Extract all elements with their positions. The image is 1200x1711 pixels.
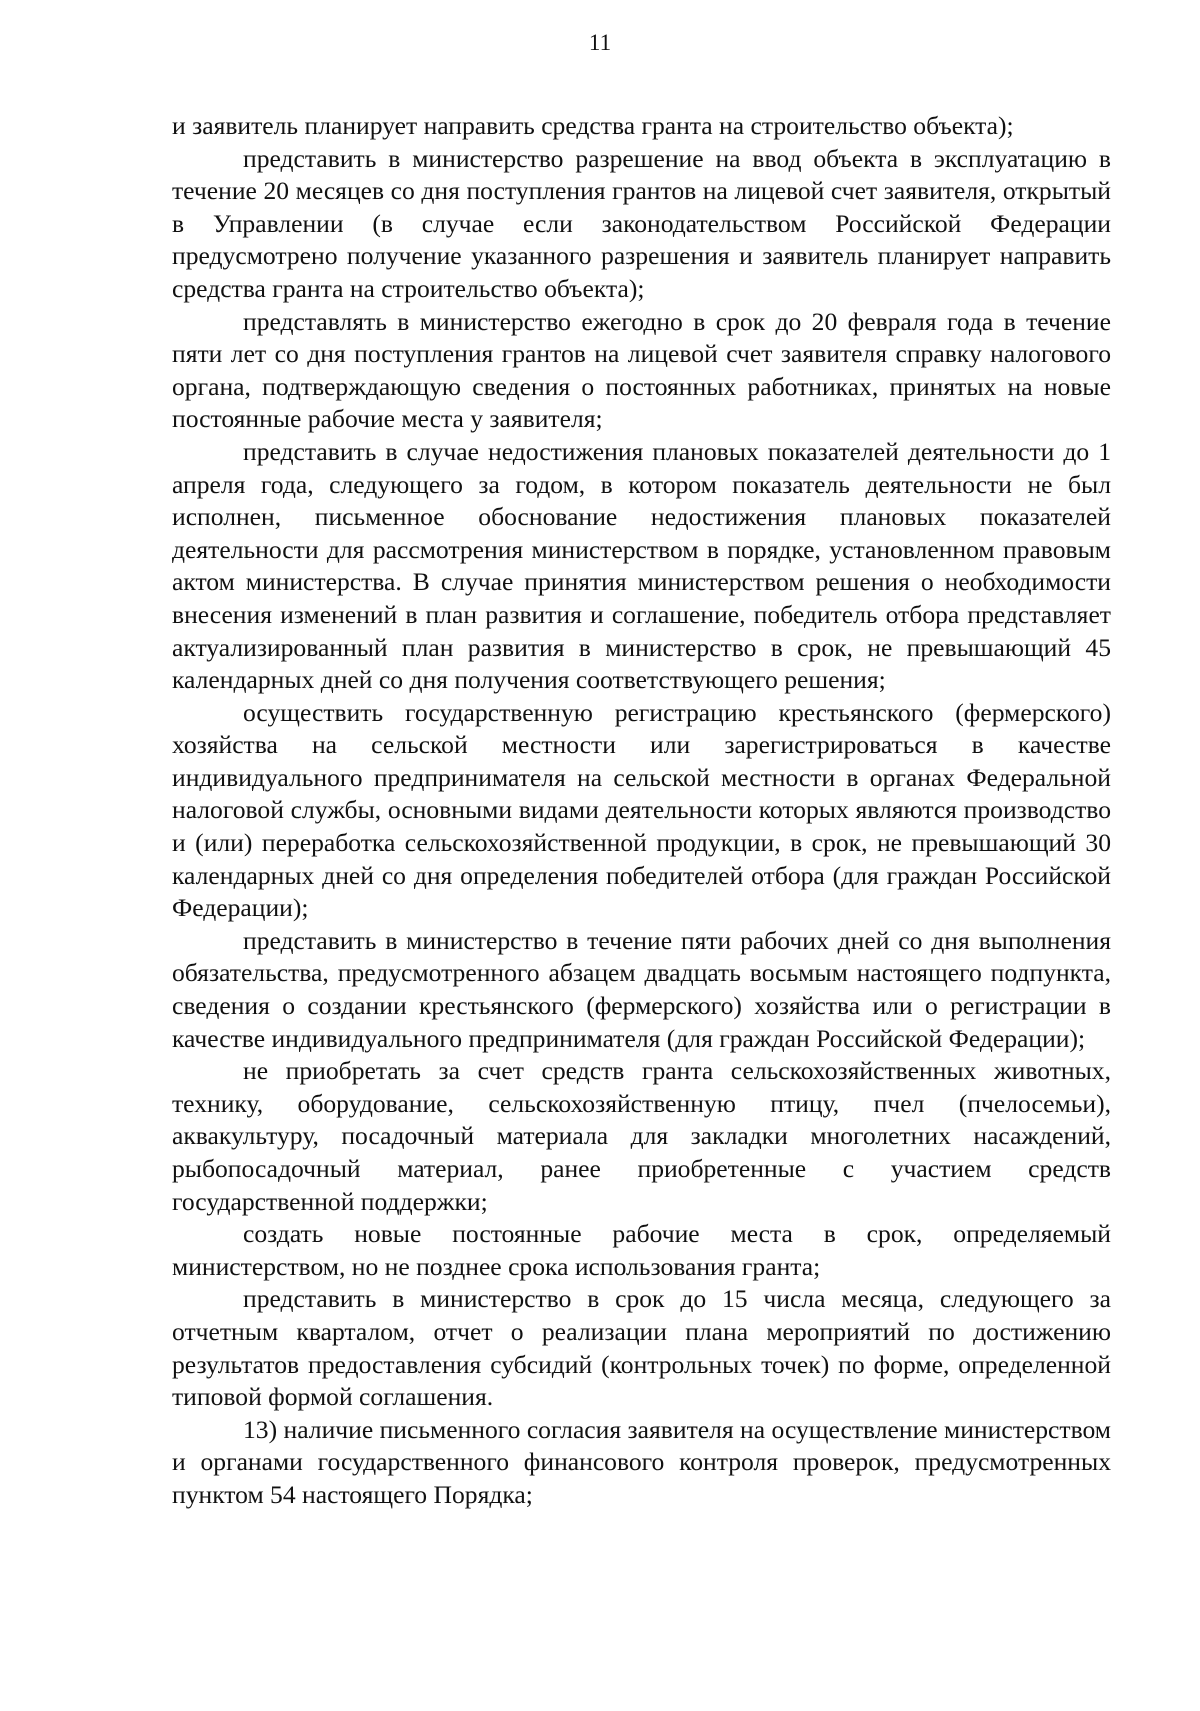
paragraph-1-continuation: и заявитель планирует направить средства гранта на строительство объекта);	[172, 111, 1014, 140]
paragraph-2: представить в министерство разрешение на ввод объекта в эксплуатацию в течение 20 месяцев со дня поступления грантов на лицевой счет заявителя, открытый в Управлении (в случае если законодательством Российской Федерации предусмотрено получение указанного разрешения и заявитель планирует направить средства гранта на строительство объекта);	[172, 143, 1111, 303]
paragraph-8: создать новые постоянные рабочие места в срок, определяемый министерством, но не позднее срока использования гранта;	[172, 1219, 1111, 1281]
paragraph-3: представлять в министерство ежегодно в срок до 20 февраля года в течение пяти лет со дня поступления грантов на лицевой счет заявителя справку налогового органа, подтверждающую сведения о постоянных работниках, принятых на новые постоянные рабочие места у заявителя;	[172, 306, 1111, 434]
document-body	[172, 110, 1111, 1512]
page-number: 11	[588, 30, 612, 55]
paragraph-9: представить в министерство в срок до 15 числа месяца, следующего за отчетным кварталом, отчет о реализации плана мероприятий по достижению результатов предоставления субсидий (контрольных точек) по форме, определенной типовой формой соглашения.	[172, 1284, 1111, 1412]
paragraph-4: представить в случае недостижения плановых показателей деятельности до 1 апреля года, следующего за годом, в котором показатель деятельности не был исполнен, письменное обоснование недостижения плановых показателей деятельности для рассмотрения министерством в порядке, установленном правовым актом министерства. В случае принятия министерством решения о необходимости внесения изменений в план развития и соглашение, победитель отбора представляет актуализированный план развития в министерство в срок, не превышающий 45 календарных дней со дня получения соответствующего решения;	[172, 436, 1111, 695]
paragraph-6: представить в министерство в течение пяти рабочих дней со дня выполнения обязательства, предусмотренного абзацем двадцать восьмым настоящего подпункта, сведения о создании крестьянского (фермерского) хозяйства или о регистрации в качестве индивидуального предпринимателя (для граждан Российской Федерации);	[172, 925, 1111, 1053]
paragraph-10: 13) наличие письменного согласия заявителя на осуществление министерством и органами государственного финансового контроля проверок, предусмотренных пунктом 54 настоящего Порядка;	[172, 1414, 1111, 1509]
paragraph-5: осуществить государственную регистрацию крестьянского (фермерского) хозяйства на сельской местности или зарегистрироваться в качестве индивидуального предпринимателя на сельской местности в органах Федеральной налоговой службы, основными видами деятельности которых являются производство и (или) переработка сельскохозяйственной продукции, в срок, не превышающий 30 календарных дней со дня определения победителей отбора (для граждан Российской Федерации);	[172, 697, 1111, 923]
paragraph-7: не приобретать за счет средств гранта сельскохозяйственных животных, технику, оборудование, сельскохозяйственную птицу, пчел (пчелосемьи), аквакультуру, посадочный материала для закладки многолетних насаждений, рыбопосадочный материал, ранее приобретенные с участием средств государственной поддержки;	[172, 1056, 1111, 1216]
